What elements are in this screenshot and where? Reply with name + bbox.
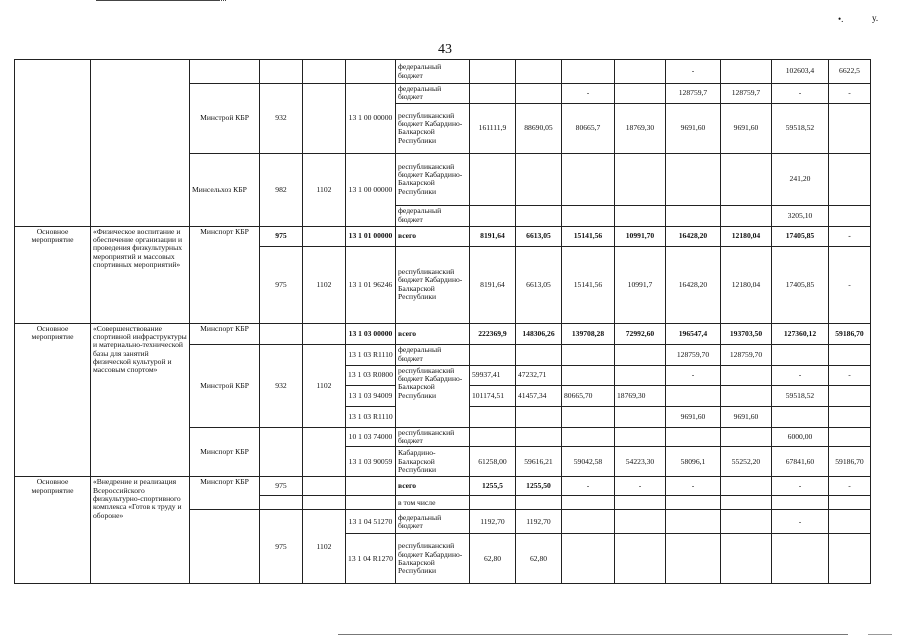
cell-value: 54223,30 (615, 447, 666, 477)
cell-value: 9691,60 (721, 406, 772, 427)
cell-value: - (772, 477, 829, 496)
cell-value: 128759,70 (721, 344, 772, 365)
cell-value: 16428,20 (666, 246, 721, 323)
cell-value: 59186,70 (829, 323, 871, 344)
csr-cell: 13 1 03 94009 (346, 385, 396, 406)
funding-source: федеральный бюджет (396, 510, 470, 534)
event-type: Основное мероприятие (15, 477, 91, 584)
cell-value: - (772, 84, 829, 104)
csr-cell: 13 1 03 90059 (346, 447, 396, 477)
cell-value: 72992,60 (615, 323, 666, 344)
cell-value: 59518,52 (772, 103, 829, 153)
table-row (15, 226, 871, 246)
cell-value: 102603,4 (772, 60, 829, 84)
cell-value: - (829, 477, 871, 496)
funding-source: федеральный бюджет (396, 344, 470, 365)
rzpr-cell: 1102 (303, 344, 346, 427)
cell-value: 10991,70 (615, 226, 666, 246)
funding-source: всего (396, 226, 470, 246)
event-name: «Физическое воспитание и обеспечение организации и проведения физкультурных мероприятий и массовых спортивных мероприятий» (91, 226, 190, 323)
bottom-edge-rule (338, 634, 848, 635)
top-edge-rule (96, 0, 220, 1)
cell-value: 62,80 (470, 534, 516, 584)
cell-value: 101174,51 (470, 385, 516, 406)
rzpr-cell: 1102 (303, 153, 346, 226)
cell-value: 80665,7 (562, 103, 615, 153)
csr-cell: 13 1 03 R1110 (346, 344, 396, 365)
csr-cell: 13 1 04 51270 (346, 510, 396, 534)
cell-value: 16428,20 (666, 226, 721, 246)
cell-value: - (829, 226, 871, 246)
cell-value: - (772, 510, 829, 534)
cell-value: 41457,34 (516, 385, 562, 406)
cell-value: 59518,52 (772, 385, 829, 406)
cell-value: 3205,10 (772, 205, 829, 226)
cell-value: 10991,7 (615, 246, 666, 323)
page-number: 43 (438, 42, 452, 57)
executor-cell: Минспорт КБР (190, 427, 260, 477)
cell-value: - (666, 60, 721, 84)
cell-value: 6613,05 (516, 246, 562, 323)
executor-cell: Минсельхоз КБР (190, 153, 260, 226)
cell-value: 241,20 (772, 153, 829, 205)
table-row (15, 477, 871, 496)
cell-value: 6613,05 (516, 226, 562, 246)
csr-cell: 13 1 04 R1270 (346, 534, 396, 584)
grbs-cell: 975 (260, 510, 303, 584)
funding-source: республиканский бюджет Кабардино-Балкарской Республики (396, 153, 470, 205)
top-edge-rule-dotted (218, 0, 226, 1)
cell-value: 47232,71 (516, 365, 562, 385)
cell-value: 139708,28 (562, 323, 615, 344)
event-type: Основное мероприятие (15, 226, 91, 323)
funding-source: республиканский бюджет Кабардино-Балкарской Республики (396, 534, 470, 584)
csr-cell: 10 1 03 74000 (346, 427, 396, 447)
cell-value: 128759,7 (721, 84, 772, 104)
corner-mark: •. (838, 14, 844, 24)
cell-value: 1255,5 (470, 477, 516, 496)
executor-cell: Минспорт КБР (190, 477, 260, 510)
funding-source: республиканский бюджет (396, 427, 470, 447)
rzpr-cell: 1102 (303, 246, 346, 323)
table-row (15, 60, 871, 84)
grbs-cell: 975 (260, 246, 303, 323)
cell-value: 222369,9 (470, 323, 516, 344)
cell-value: 193703,50 (721, 323, 772, 344)
cell-value: 9691,60 (666, 103, 721, 153)
cell-value: 161111,9 (470, 103, 516, 153)
event-type: Основное мероприятие (15, 323, 91, 477)
cell-value: - (829, 365, 871, 385)
csr-cell: 13 1 00 00000 (346, 84, 396, 154)
table-row (15, 323, 871, 344)
csr-cell: 13 1 03 00000 (346, 323, 396, 344)
cell-value: 59042,58 (562, 447, 615, 477)
cell-value: 62,80 (516, 534, 562, 584)
cell-value: 127360,12 (772, 323, 829, 344)
cell-value: - (666, 477, 721, 496)
budget-table (14, 59, 871, 584)
cell-value: 148306,26 (516, 323, 562, 344)
event-name: «Совершенствование спортивной инфраструктуры и материально-технической базы для занятий физической культурой и массовым спортом» (91, 323, 190, 477)
funding-source: федеральный бюджет (396, 205, 470, 226)
cell-value: 88690,05 (516, 103, 562, 153)
funding-source: республиканский бюджет Кабардино-Балкарской Республики (396, 103, 470, 153)
cell-value: 12180,04 (721, 246, 772, 323)
cell-value: 1192,70 (516, 510, 562, 534)
grbs-cell: 975 (260, 226, 303, 246)
cell-value: 15141,56 (562, 226, 615, 246)
cell-value: 17405,85 (772, 226, 829, 246)
cell-value: 17405,85 (772, 246, 829, 323)
cell-value: 59616,21 (516, 447, 562, 477)
cell-value: - (829, 246, 871, 323)
csr-cell: 13 1 01 00000 (346, 226, 396, 246)
cell-value: 18769,30 (615, 103, 666, 153)
executor-cell: Минстрой КБР (190, 344, 260, 427)
grbs-cell: 975 (260, 477, 303, 496)
cell-value: 59937,41 (470, 365, 516, 385)
cell-value: 9691,60 (666, 406, 721, 427)
executor-cell: Минстрой КБР (190, 84, 260, 154)
grbs-cell: 982 (260, 153, 303, 226)
corner-mark: y. (872, 13, 879, 23)
funding-source: всего (396, 477, 470, 496)
csr-cell: 13 1 01 96246 (346, 246, 396, 323)
event-name: «Внедрение и реализация Всероссийского физкультурно-спортивного комплекса «Готов к труду и обороне» (91, 477, 190, 584)
cell-value: - (562, 84, 615, 104)
executor-cell: Минспорт КБР (190, 323, 260, 344)
cell-value: 128759,7 (666, 84, 721, 104)
cell-value: 6622,5 (829, 60, 871, 84)
cell-value: 59186,70 (829, 447, 871, 477)
cell-value: 196547,4 (666, 323, 721, 344)
cell-value: 8191,64 (470, 246, 516, 323)
cell-value: - (615, 477, 666, 496)
bottom-edge-rule (868, 634, 892, 635)
funding-source: в том числе (396, 496, 470, 510)
cell-value: - (772, 365, 829, 385)
funding-source: всего (396, 323, 470, 344)
funding-source: федеральный бюджет (396, 60, 470, 84)
funding-source: республиканский бюджет Кабардино-Балкарской Республики (396, 365, 470, 427)
cell-value: 58096,1 (666, 447, 721, 477)
funding-source: Кабардино-Балкарской Республики (396, 447, 470, 477)
cell-value: 67841,60 (772, 447, 829, 477)
csr-cell: 13 1 00 00000 (346, 153, 396, 226)
cell-value: 9691,60 (721, 103, 772, 153)
csr-cell: 13 1 03 R1110 (346, 406, 396, 427)
csr-cell: 13 1 03 R0800 (346, 365, 396, 385)
cell-value: 80665,70 (562, 385, 615, 406)
funding-source: республиканский бюджет Кабардино-Балкарской Республики (396, 246, 470, 323)
cell-value: 55252,20 (721, 447, 772, 477)
cell-value: - (562, 477, 615, 496)
grbs-cell: 932 (260, 84, 303, 154)
cell-value: - (666, 365, 721, 385)
cell-value: 18769,30 (615, 385, 666, 406)
cell-value: - (829, 84, 871, 104)
grbs-cell: 932 (260, 344, 303, 427)
cell-value: 128759,70 (666, 344, 721, 365)
cell-value: 15141,56 (562, 246, 615, 323)
cell-value: 12180,04 (721, 226, 772, 246)
cell-value: 1255,50 (516, 477, 562, 496)
executor-cell: Минспорт КБР (190, 226, 260, 323)
cell-value: 8191,64 (470, 226, 516, 246)
funding-source: федеральный бюджет (396, 84, 470, 104)
cell-value: 6000,00 (772, 427, 829, 447)
rzpr-cell: 1102 (303, 510, 346, 584)
cell-value: 1192,70 (470, 510, 516, 534)
cell-value: 61258,00 (470, 447, 516, 477)
